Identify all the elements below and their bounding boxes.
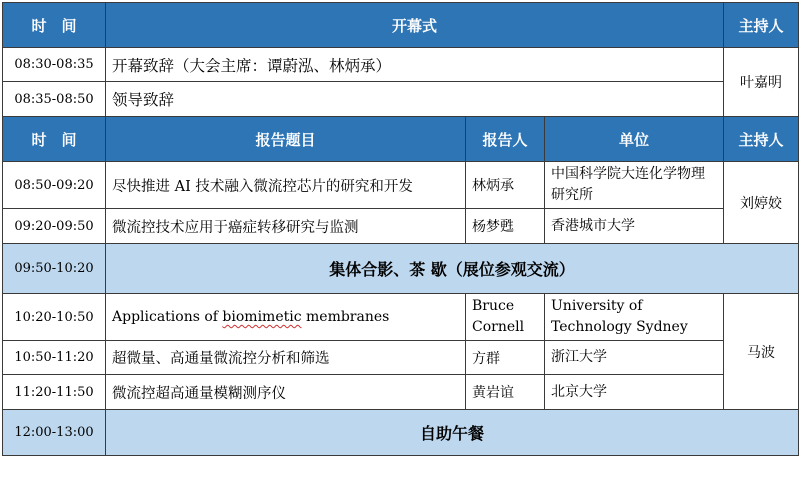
title-cell: 微流控超高通量模糊测序仪 [106,375,466,410]
table-row [3,341,799,375]
speaker-cell: 林炳承 [466,162,545,209]
table-row [3,209,799,244]
speaker-cell: 方群 [466,341,545,375]
host-cell: 刘婷姣 [724,162,799,244]
title-part: membranes [301,309,390,325]
time-header: 时 间 [3,117,106,162]
topic-header: 报告题目 [106,117,466,162]
affiliation-cell: 浙江大学 [545,341,724,375]
affiliation-header: 单位 [545,117,724,162]
schedule-table [2,2,799,456]
time-cell: 12:00-13:00 [3,410,106,456]
spellcheck-word: biomimetic [222,309,302,325]
affiliation-cell: University of Technology Sydney [545,294,724,341]
time-cell: 10:20-10:50 [3,294,106,341]
time-cell: 08:30-08:35 [3,48,106,82]
time-cell: 08:35-08:50 [3,82,106,117]
break-label: 集体合影、茶 歇（展位参观交流） [106,244,799,294]
affiliation-cell: 北京大学 [545,375,724,410]
opening-header: 开幕式 [106,3,724,48]
affiliation-cell: 中国科学院大连化学物理研究所 [545,162,724,209]
title-cell: 尽快推进 AI 技术融入微流控芯片的研究和开发 [106,162,466,209]
speaker-cell: Bruce Cornell [466,294,545,341]
time-cell: 11:20-11:50 [3,375,106,410]
time-cell: 08:50-09:20 [3,162,106,209]
opening-header-row [3,3,799,48]
time-header: 时 间 [3,3,106,48]
title-cell [106,294,466,341]
table-row [3,294,799,341]
speaker-header: 报告人 [466,117,545,162]
speaker-cell: 黄岩谊 [466,375,545,410]
session-header-row [3,117,799,162]
break-row [3,244,799,294]
host-cell: 马波 [724,294,799,410]
host-header: 主持人 [724,3,799,48]
table-row [3,48,799,82]
host-cell: 叶嘉明 [724,48,799,117]
title-cell: 超微量、高通量微流控分析和筛选 [106,341,466,375]
table-row [3,375,799,410]
table-row [3,82,799,117]
title-part: Applications of [112,309,223,325]
break-row [3,410,799,456]
speaker-cell: 杨梦甦 [466,209,545,244]
time-cell: 09:20-09:50 [3,209,106,244]
title-cell: 领导致辞 [106,82,724,117]
time-cell: 10:50-11:20 [3,341,106,375]
affiliation-cell: 香港城市大学 [545,209,724,244]
table-row [3,162,799,209]
time-cell: 09:50-10:20 [3,244,106,294]
title-cell: 开幕致辞（大会主席：谭蔚泓、林炳承） [106,48,724,82]
title-cell: 微流控技术应用于癌症转移研究与监测 [106,209,466,244]
break-label: 自助午餐 [106,410,799,456]
host-header: 主持人 [724,117,799,162]
